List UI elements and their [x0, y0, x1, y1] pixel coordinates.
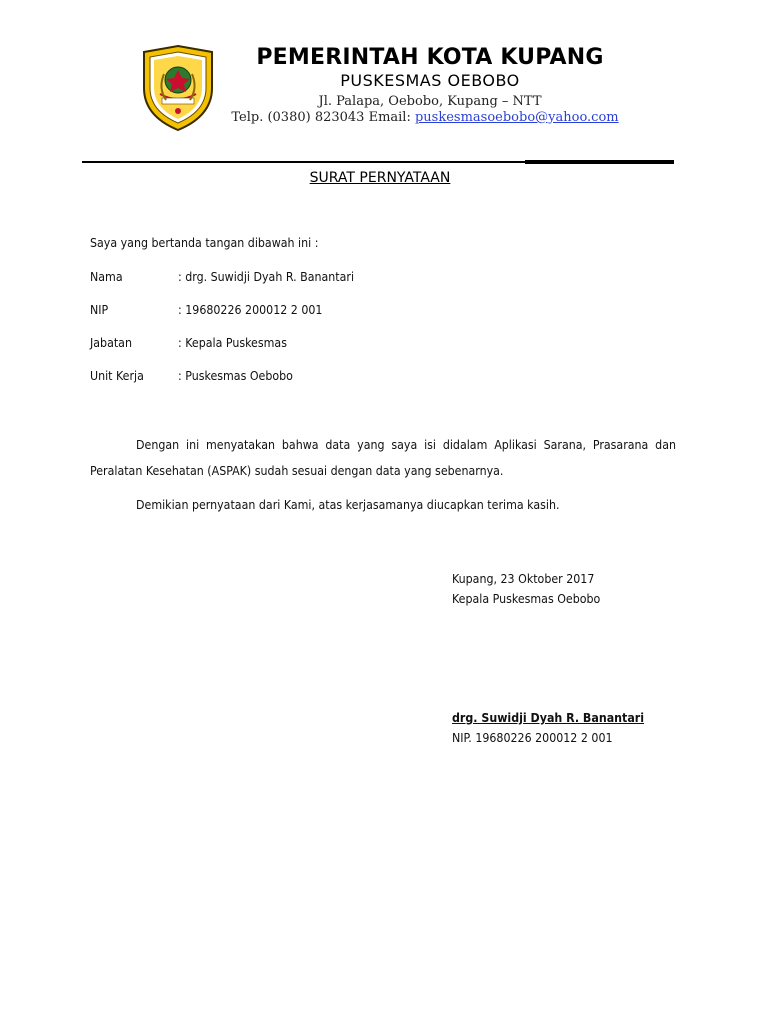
letterhead-email-link[interactable]: puskesmasoebobo@yahoo.com — [414, 110, 619, 125]
intro-text: Saya yang bertanda tangan dibawah ini : — [90, 236, 319, 250]
signature-nip: NIP. 19680226 200012 2 001 — [452, 731, 613, 745]
statement-paragraph: Dengan ini menyatakan bahwa data yang saya isi didalam Aplikasi Sarana, Prasarana dan Peralatan Kesehatan (ASPAK) sudah sesuai dengan data yang sebenarnya. — [90, 438, 676, 478]
signature-place-date: Kupang, 23 Oktober 2017 — [452, 572, 595, 586]
field-label: Jabatan — [90, 336, 132, 350]
letterhead-address: Jl. Palapa, Oebobo, Kupang – NTT — [318, 94, 542, 109]
field-label: Nama — [90, 270, 123, 284]
letterhead-divider-accent — [525, 160, 674, 164]
signature-position: Kepala Puskesmas Oebobo — [452, 592, 601, 606]
letterhead-phone: Telp. (0380) 823043 Email: — [231, 110, 415, 125]
field-value: : 19680226 200012 2 001 — [178, 303, 323, 317]
closing-paragraph: Demikian pernyataan dari Kami, atas kerjasamanya diucapkan terima kasih. — [136, 498, 560, 512]
letterhead-subtitle: PUSKESMAS OEBOBO — [340, 71, 520, 90]
field-value: : Kepala Puskesmas — [178, 336, 287, 350]
letterhead-contact — [205, 110, 645, 125]
field-label: Unit Kerja — [90, 369, 144, 383]
field-value: : Puskesmas Oebobo — [178, 369, 293, 383]
field-label: NIP — [90, 303, 109, 317]
letterhead-title: PEMERINTAH KOTA KUPANG — [256, 45, 604, 70]
document-title: SURAT PERNYATAAN — [309, 170, 451, 186]
signature-name: drg. Suwidji Dyah R. Banantari — [452, 711, 645, 725]
field-value: : drg. Suwidji Dyah R. Banantari — [178, 270, 355, 284]
